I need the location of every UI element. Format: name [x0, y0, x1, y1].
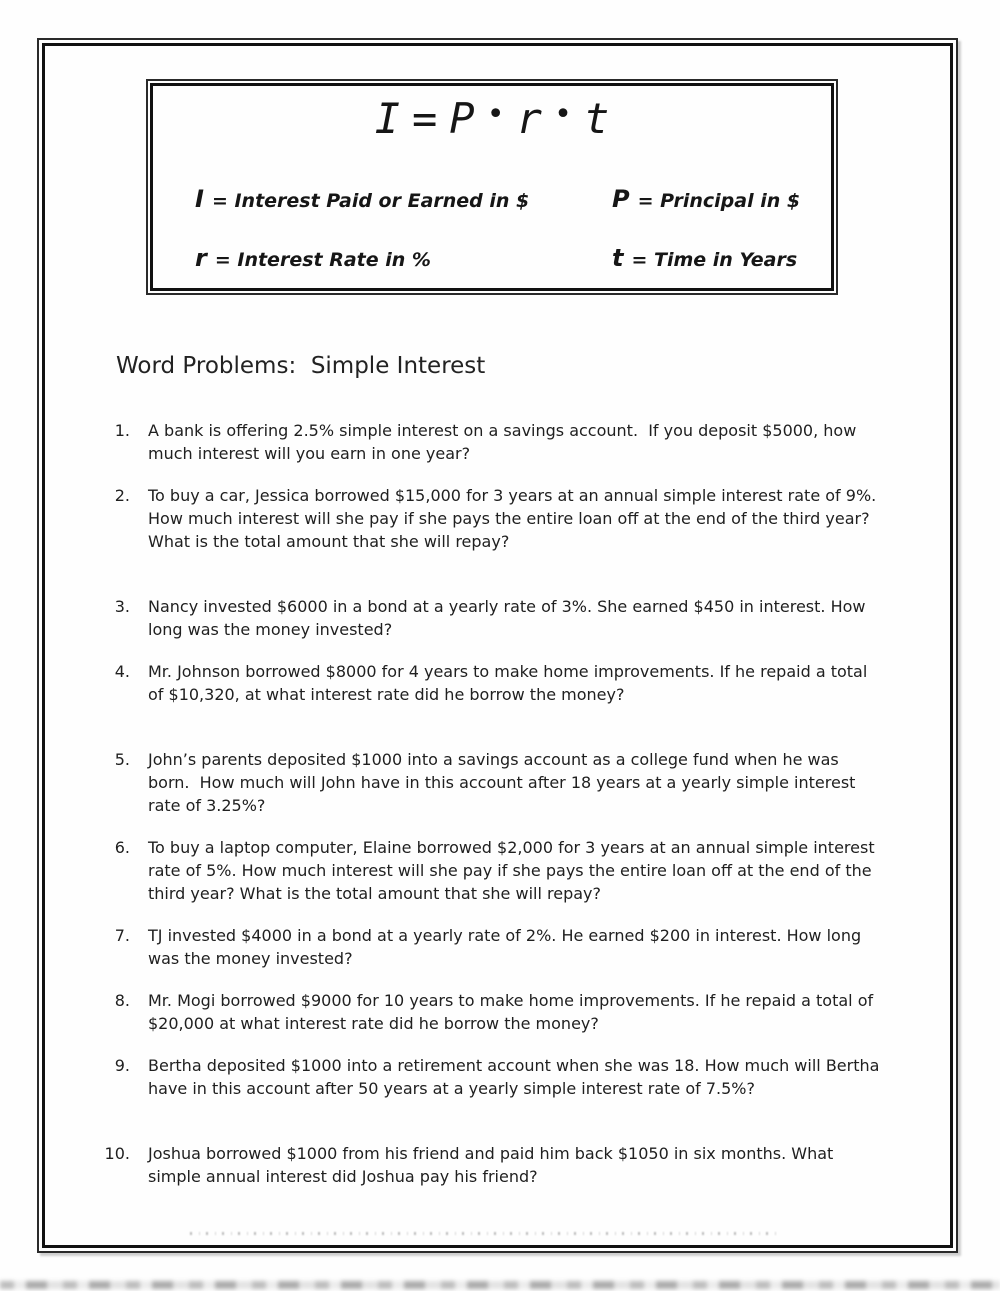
problem-text: Bertha deposited $1000 into a retirement account when she was 18. How much will Bertha have in this account after 50 years at a yearly simple interest rate of 7.5%?: [148, 1056, 885, 1098]
problem-number: 8.: [114, 991, 130, 1010]
definition-text: = Interest Paid or Earned in $: [211, 190, 530, 212]
formula-lhs: I: [374, 94, 400, 143]
problem-item-6: [100, 836, 890, 905]
problem-text: To buy a car, Jessica borrowed $15,000 for 3 years at an annual simple interest rate of 9%. How much interest will she pay if she pays the entire loan off at the end of the third year? What is the total amount that she will repay?: [148, 486, 887, 551]
problem-text: John’s parents deposited $1000 into a savings account as a college fund when he was born. How much will John have in this account after 18 years at a yearly simple interest rate of 3.25%?: [148, 750, 861, 815]
definition-rate: [195, 244, 612, 272]
definition-text: = Interest Rate in %: [214, 249, 431, 271]
definition-symbol: P: [612, 185, 630, 213]
problem-number: 4.: [114, 662, 130, 681]
problem-text: To buy a laptop computer, Elaine borrowed $2,000 for 3 years at an annual simple interest rate of 5%. How much interest will she pay if she pays the entire loan off at the end of the third year? What is the total amount that she will repay?: [148, 838, 880, 903]
formula-definitions: [153, 185, 831, 272]
problem-number: 1.: [114, 421, 130, 440]
formula-box-inner: [150, 83, 834, 291]
problem-item-5: [100, 748, 890, 817]
problem-number: 10.: [104, 1144, 130, 1163]
problem-item-7: [100, 924, 890, 970]
formula-equals: =: [411, 94, 438, 143]
problem-number: 2.: [114, 486, 130, 505]
definition-symbol: t: [612, 244, 624, 272]
multiplication-dot-icon: •: [486, 97, 505, 132]
definition-interest: [195, 185, 612, 213]
scan-edge-artifact: [0, 1281, 1000, 1289]
problem-number: 9.: [114, 1056, 130, 1075]
formula-equation: [153, 94, 831, 149]
problems-list: [100, 419, 890, 1207]
problem-item-3: [100, 595, 890, 641]
problem-item-10: [100, 1142, 890, 1188]
problem-item-1: [100, 419, 890, 465]
problem-item-8: [100, 989, 890, 1035]
problem-number: 7.: [114, 926, 130, 945]
page-title: Word Problems: Simple Interest: [116, 353, 486, 379]
definition-text: = Time in Years: [631, 249, 798, 271]
problem-number: 6.: [114, 838, 130, 857]
definition-symbol: I: [195, 185, 204, 213]
scan-speckle-artifact: [190, 1232, 780, 1235]
problem-text: Mr. Johnson borrowed $8000 for 4 years to make home improvements. If he repaid a total of $10,320, at what interest rate did he borrow the money?: [148, 662, 873, 704]
problem-text: Joshua borrowed $1000 from his friend and paid him back $1050 in six months. What simple annual interest did Joshua pay his friend?: [148, 1144, 839, 1186]
problem-text: A bank is offering 2.5% simple interest on a savings account. If you deposit $5000, how much interest will you earn in one year?: [148, 421, 862, 463]
problem-item-9: [100, 1054, 890, 1100]
definition-text: = Principal in $: [637, 190, 801, 212]
multiplication-dot-icon: •: [553, 97, 572, 132]
formula-term-p: P: [449, 94, 475, 143]
problem-text: Nancy invested $6000 in a bond at a yearly rate of 3%. She earned $450 in interest. How long was the money invested?: [148, 597, 871, 639]
problem-number: 5.: [114, 750, 130, 769]
problem-number: 3.: [114, 597, 130, 616]
problem-text: TJ invested $4000 in a bond at a yearly rate of 2%. He earned $200 in interest. How long was the money invested?: [148, 926, 867, 968]
problem-text: Mr. Mogi borrowed $9000 for 10 years to make home improvements. If he repaid a total of $20,000 at what interest rate did he borrow the money?: [148, 991, 879, 1033]
formula-term-t: t: [584, 94, 610, 143]
definition-symbol: r: [195, 244, 207, 272]
definition-time: [612, 244, 831, 272]
definition-principal: [612, 185, 831, 213]
formula-term-r: r: [516, 94, 542, 143]
formula-box: [146, 79, 838, 295]
problem-item-4: [100, 660, 890, 706]
problem-item-2: [100, 484, 890, 553]
